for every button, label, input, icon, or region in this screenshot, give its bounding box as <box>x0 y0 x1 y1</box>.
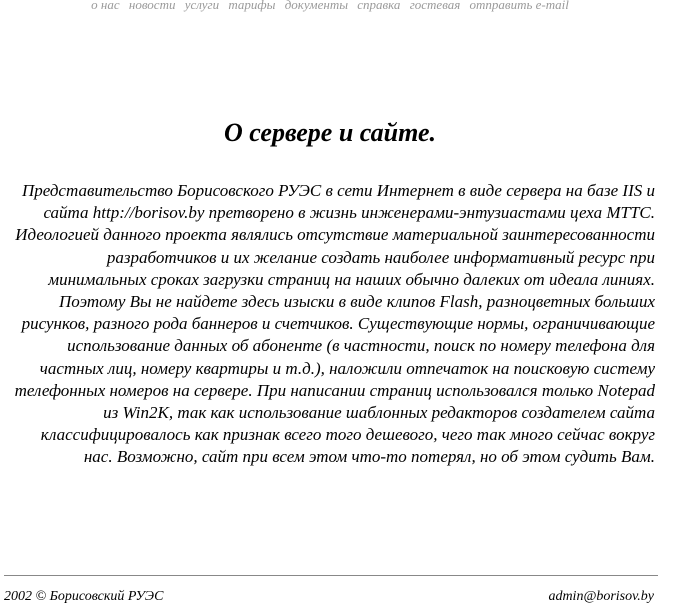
article-paragraph-ideology: Идеологией данного проекта являлись отсутствие материальной заинтересованности разработчиков и их желание создать наиболее информативный ресурс при минимальных сроках загрузки страниц на наших обычно далеких от идеала линиях. Поэтому Вы не найдете здесь изыски в виде клипов Flash, разноцветных больших рисунков, разного рода баннеров и счетчиков. Существующие нормы, ограничивающие использование данных об абоненте (в частности, поиск по номеру телефона для частных лиц, номеру квартиры и т.д.), наложили отпечаток на поисковую систему телефонных номеров на сервере. При написании страниц использовался только Notepad из Win2K, так как использование шаблонных редакторов создателем сайта классифицировалось как признак всего того дешевого, чего так много сейчас вокруг нас. Возможно, сайт при всем этом что-то потерял, но об этом судить Вам. <box>14 225 655 467</box>
page-title: О сервере и сайте. <box>223 118 437 147</box>
footer-divider <box>4 575 658 576</box>
nav-link-news[interactable]: новости <box>128 0 176 12</box>
nav-link-send-email[interactable]: отправить e-mail <box>469 0 569 12</box>
article-paragraph-intro: Представительство Борисовского РУЭС в сети Интернет в виде сервера на базе IIS и сайта http://borisov.by претворено в жизнь инженерами-энтузиастами цеха МТТС. <box>21 181 655 223</box>
nav-link-services[interactable]: услуги <box>184 0 220 12</box>
nav-link-tariffs[interactable]: тарифы <box>228 0 276 12</box>
article-body <box>12 180 655 469</box>
nav-link-guestbook[interactable]: гостевая <box>409 0 461 12</box>
nav-link-about[interactable]: о нас <box>91 0 120 12</box>
nav-link-help[interactable]: справка <box>357 0 401 12</box>
footer-copyright: 2002 © Борисовский РУЭС <box>4 589 164 604</box>
footer-email-link[interactable]: admin@borisov.by <box>548 589 654 604</box>
top-navigation <box>0 0 660 13</box>
nav-link-documents[interactable]: документы <box>284 0 349 12</box>
